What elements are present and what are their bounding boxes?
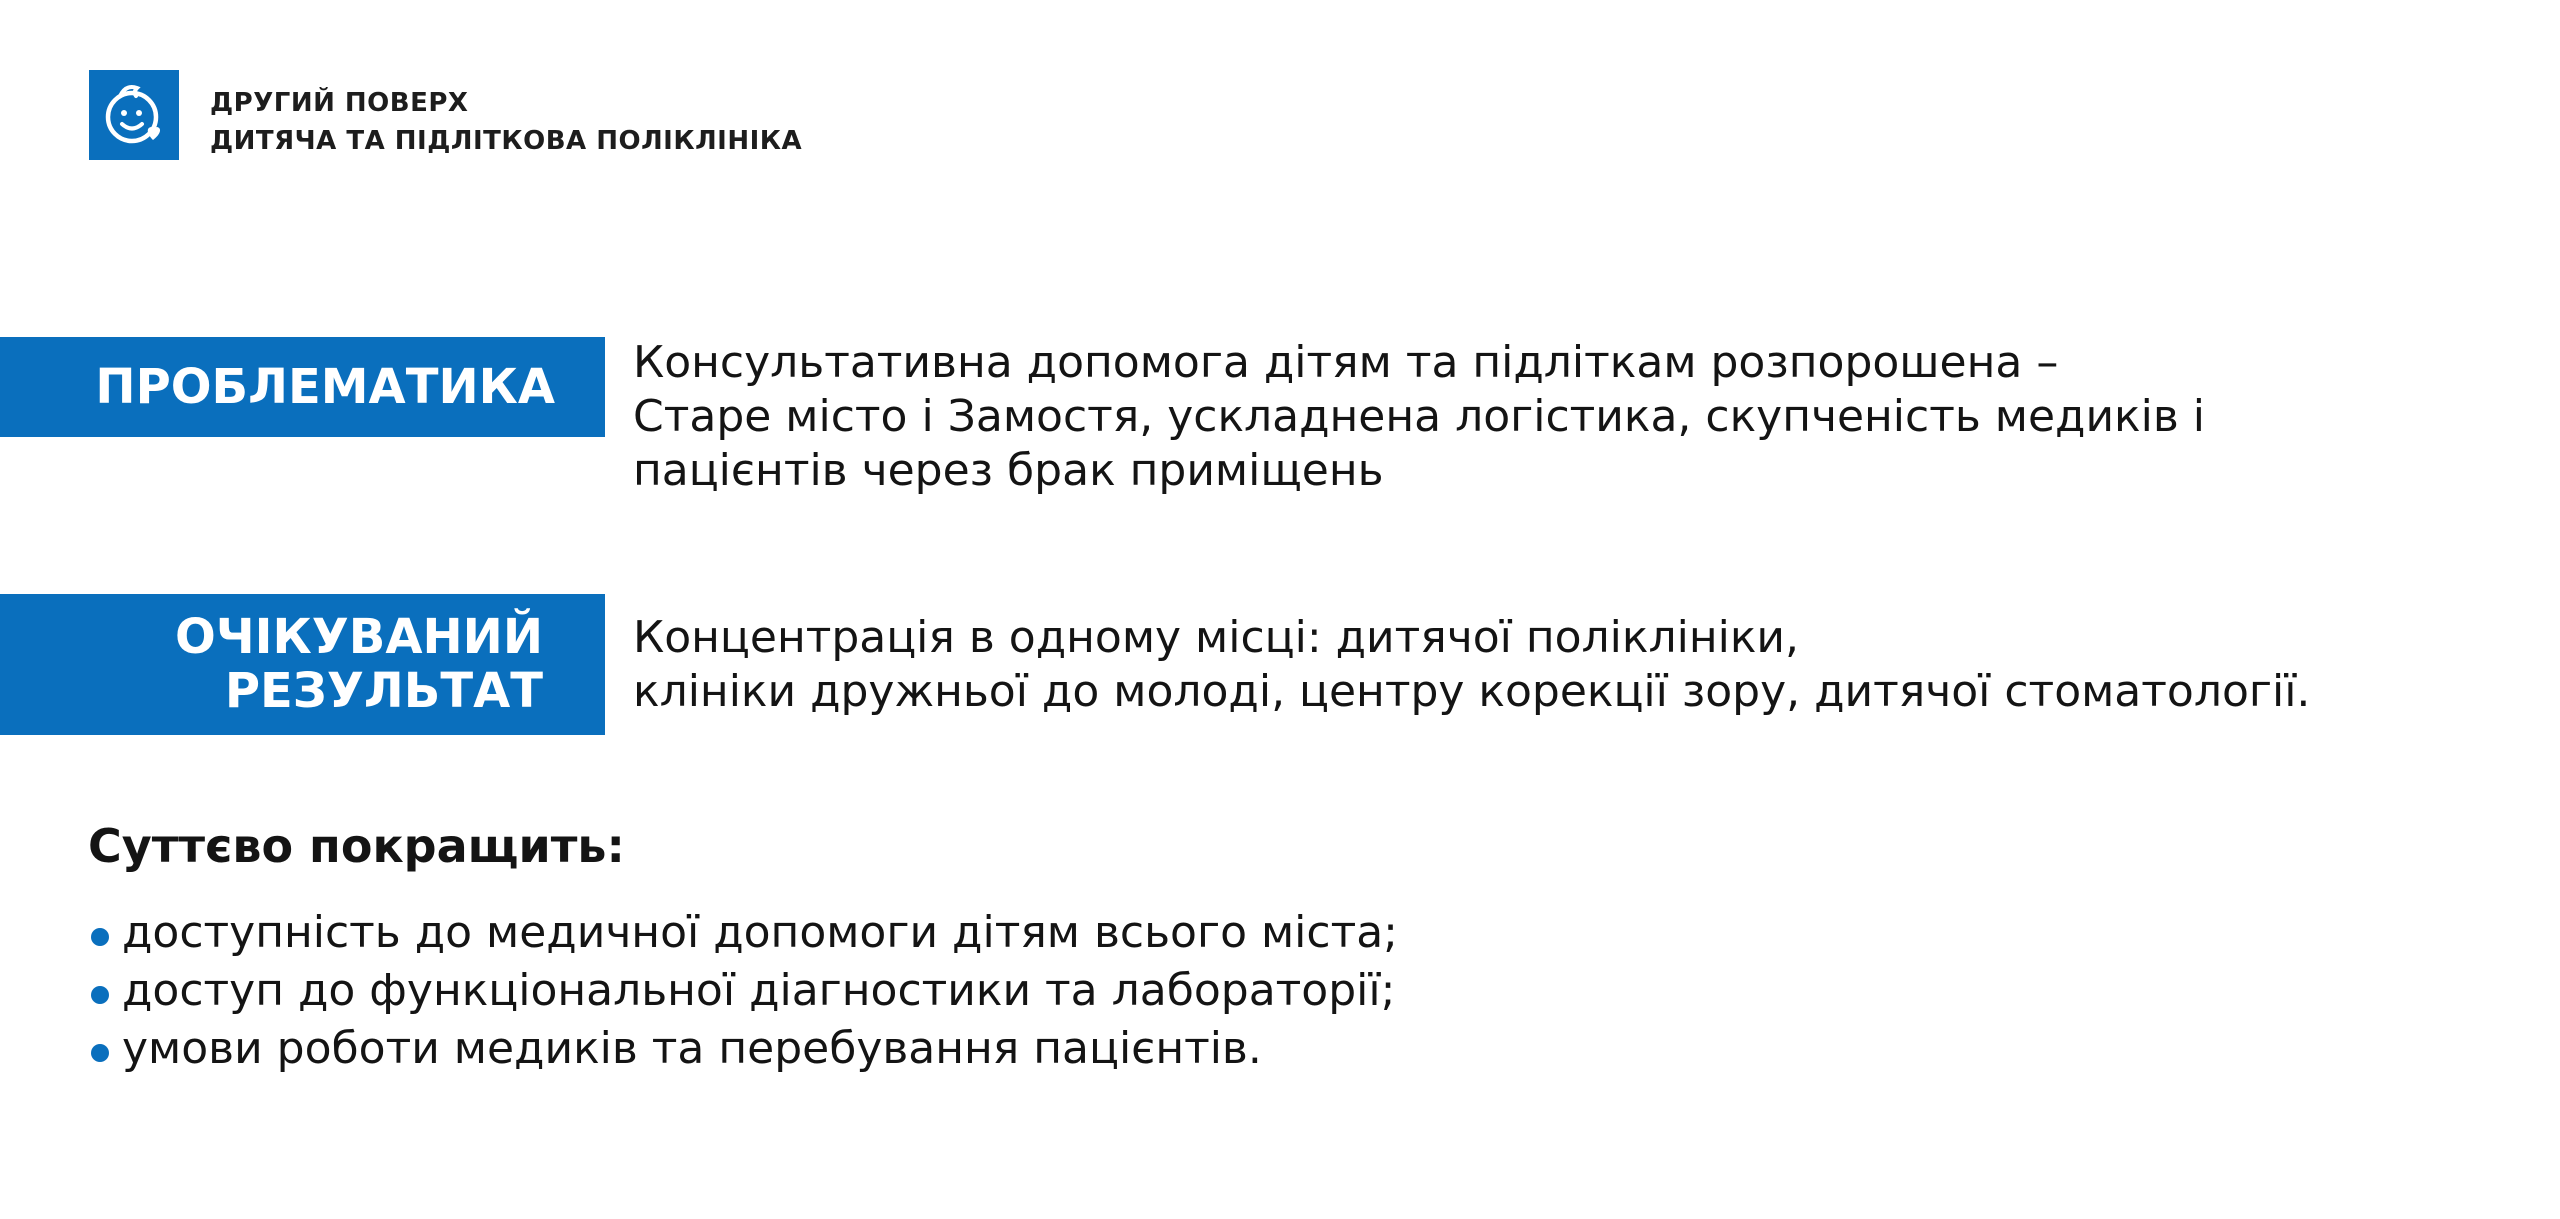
result-label-line: РЕЗУЛЬТАТ bbox=[224, 663, 543, 719]
brand-line-2: ДИТЯЧА ТА ПІДЛІТКОВА ПОЛІКЛІНІКА bbox=[210, 126, 803, 156]
improvements-heading: Суттєво покращить: bbox=[88, 819, 625, 873]
problem-description bbox=[633, 336, 2205, 498]
brand-line-1: ДРУГИЙ ПОВЕРХ bbox=[210, 88, 469, 118]
brand-title bbox=[210, 84, 802, 160]
result-line: Концентрація в одному місці: дитячої поліклініки, bbox=[633, 612, 1799, 663]
problem-line: пацієнтів через брак приміщень bbox=[633, 445, 1384, 496]
bullet-icon bbox=[91, 928, 109, 946]
problem-line: Консультативна допомога дітям та підліткам розпорошена – bbox=[633, 337, 2059, 388]
list-item bbox=[88, 1020, 1398, 1078]
list-item-text: умови роботи медиків та перебування пацієнтів. bbox=[122, 1023, 1262, 1074]
bullet-icon bbox=[91, 1044, 109, 1062]
improvements-list bbox=[88, 904, 1398, 1078]
problem-label: ПРОБЛЕМАТИКА bbox=[95, 359, 555, 415]
problem-line: Старе місто і Замостя, ускладнена логістика, скупченість медиків і bbox=[633, 391, 2205, 442]
result-label-line: ОЧІКУВАНИЙ bbox=[175, 609, 543, 665]
result-description bbox=[633, 611, 2310, 719]
baby-face-heart-icon bbox=[89, 70, 179, 160]
list-item bbox=[88, 962, 1398, 1020]
list-item bbox=[88, 904, 1398, 962]
list-item-text: доступність до медичної допомоги дітям всього міста; bbox=[122, 907, 1398, 958]
result-line: клініки дружньої до молоді, центру корекції зору, дитячої стоматології. bbox=[633, 666, 2311, 717]
bullet-icon bbox=[91, 986, 109, 1004]
list-item-text: доступ до функціональної діагностики та лабораторії; bbox=[122, 965, 1396, 1016]
problem-label-band bbox=[0, 337, 605, 437]
result-label-band bbox=[0, 594, 605, 735]
logo bbox=[89, 70, 179, 160]
